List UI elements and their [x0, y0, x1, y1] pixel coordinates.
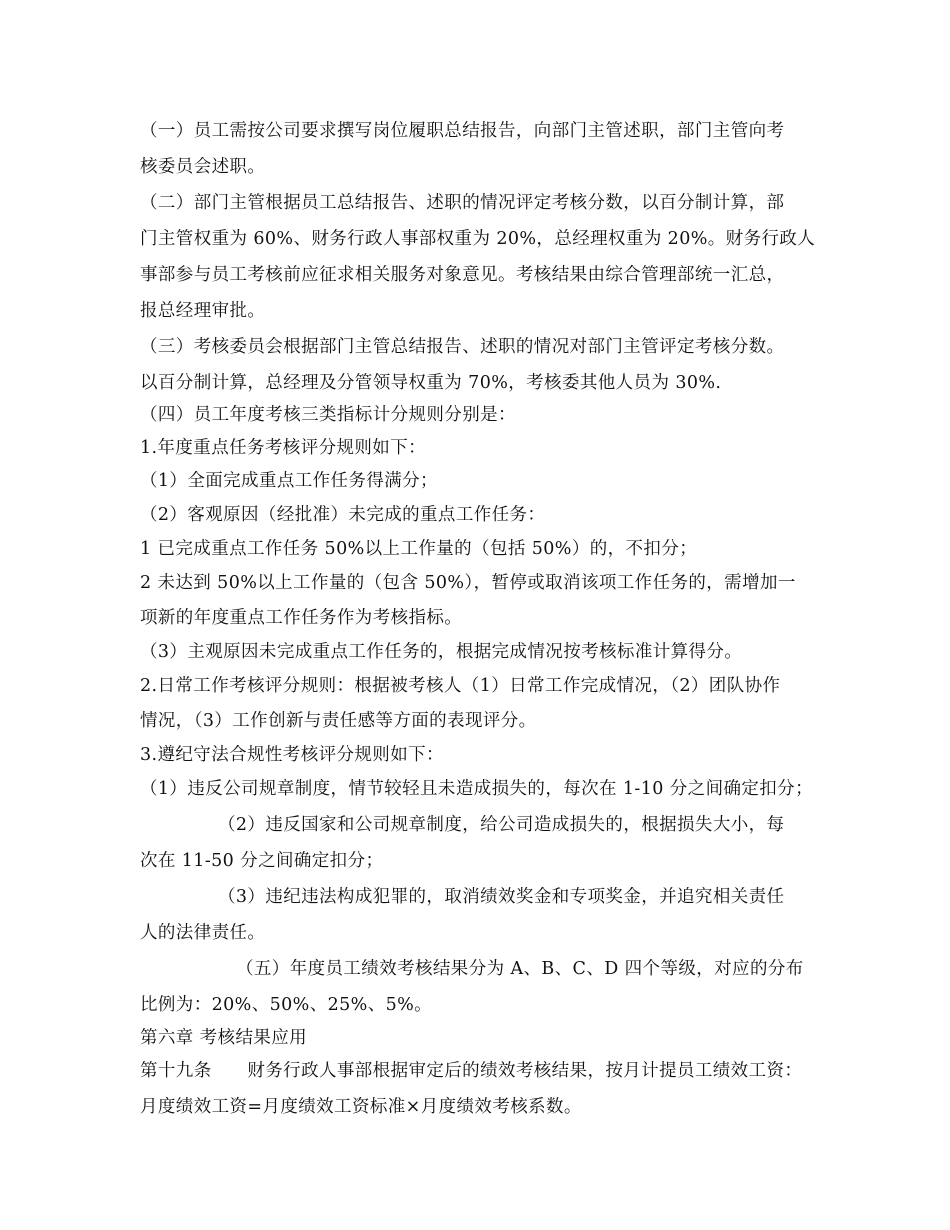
- text-line: 次在 11-50 分之间确定扣分；: [140, 851, 384, 871]
- text-line: 1 已完成重点工作任务 50%以上工作量的（包括 50%）的，不扣分；: [140, 539, 698, 559]
- text-line: 报总经理审批。: [140, 301, 266, 321]
- text-line: 月度绩效工资=月度绩效工资标准×月度绩效考核系数。: [140, 1097, 582, 1117]
- text-line: 核委员会述职。: [140, 157, 266, 177]
- text-line: （3）主观原因未完成重点工作任务的，根据完成情况按考核标准计算得分。: [140, 642, 743, 662]
- text-line: 3.遵纪守法合规性考核评分规则如下：: [140, 745, 444, 765]
- text-line: 1.年度重点任务考核评分规则如下：: [140, 438, 426, 458]
- text-line: （一）员工需按公司要求撰写岗位履职总结报告，向部门主管述职，部门主管向考: [140, 121, 785, 141]
- text-line: 项新的年度重点工作任务作为考核指标。: [140, 608, 463, 628]
- text-line: （二）部门主管根据员工总结报告、述职的情况评定考核分数，以百分制计算，部: [140, 193, 785, 213]
- text-line: 以百分制计算，总经理及分管领导权重为 70%，考核委其他人员为 30%.: [140, 373, 722, 393]
- text-line: 比例为：20%、50%、25%、5%。: [140, 995, 433, 1015]
- text-line: （2）违反国家和公司规章制度，给公司造成损失的，根据损失大小，每: [218, 815, 785, 835]
- text-line: 事部参与员工考核前应征求相关服务对象意见。考核结果由综合管理部统一汇总，: [140, 265, 785, 285]
- text-line: 第十九条 财务行政人事部根据审定后的绩效考核结果，按月计提员工绩效工资：: [140, 1061, 803, 1081]
- text-line: （三）考核委员会根据部门主管总结报告、述职的情况对部门主管评定考核分数。: [140, 337, 785, 357]
- text-line: 2 未达到 50%以上工作量的（包含 50%），暂停或取消该项工作任务的，需增加一: [140, 573, 796, 593]
- text-line: （3）违纪违法构成犯罪的，取消绩效奖金和专项奖金，并追究相关责任: [218, 887, 785, 907]
- text-line: 人的法律责任。: [140, 923, 266, 943]
- text-line: （2）客观原因（经批准）未完成的重点工作任务：: [140, 505, 546, 525]
- chapter-heading: 第六章 考核结果应用: [140, 1028, 308, 1048]
- text-line: （1）违反公司规章制度，情节较轻且未造成损失的，每次在 1-10 分之间确定扣分；: [140, 779, 813, 799]
- text-line: （四）员工年度考核三类指标计分规则分别是：: [140, 405, 516, 425]
- text-line: 门主管权重为 60%、财务行政人事部权重为 20%，总经理权重为 20%。财务行政人: [140, 229, 816, 249]
- text-line: （五）年度员工绩效考核结果分为 A、B、C、D 四个等级，对应的分布: [236, 959, 804, 979]
- text-line: 情况，（3）工作创新与责任感等方面的表现评分。: [140, 711, 537, 731]
- text-line: （1）全面完成重点工作任务得满分；: [140, 471, 438, 491]
- text-line: 2.日常工作考核评分规则：根据被考核人（1）日常工作完成情况，（2）团队协作: [140, 676, 781, 696]
